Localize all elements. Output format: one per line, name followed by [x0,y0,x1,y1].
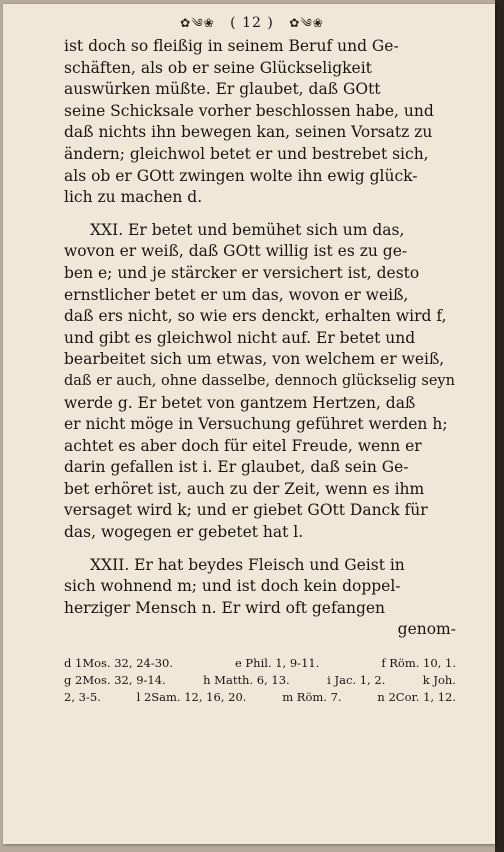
text-line: sich wohnend m; und ist doch kein doppel- [64,577,401,596]
footnote-h: h Matth. 6, 13. [203,673,290,687]
footnotes [64,655,456,706]
text-line: achtet es aber doch für eitel Freude, wenn er [64,436,422,455]
footnote-m: m Röm. 7. [282,690,342,704]
text-line: das, wogegen er gebetet hat l. [64,523,304,542]
footnote-row [64,672,456,689]
text-line: daß ers nicht, so wie ers denckt, erhalten wird f, [64,307,447,326]
text-line: auswürken müßte. Er glaubet, daß GOtt [64,80,381,99]
footnote-g: g 2Mos. 32, 9-14. [64,673,166,687]
text-line: ernstlicher betet er um das, wovon er weiß, [64,285,409,304]
footnote-l: l 2Sam. 12, 16, 20. [136,690,247,704]
body-text [64,36,456,641]
text-line: als ob er GOtt zwingen wolte ihn ewig glück- [64,166,418,185]
text-line: darin gefallen ist i. Er glaubet, daß sein Ge- [64,458,409,477]
text-line: daß er auch, ohne dasselbe, dennoch glückselig seyn [64,372,455,389]
footnote-f: f Röm. 10, 1. [381,656,456,670]
text-line: bet erhöret ist, auch zu der Zeit, wenn es ihm [64,479,425,498]
text-line: schäften, als ob er seine Glückseligkeit [64,58,372,77]
footnote-e: e Phil. 1, 9-11. [234,656,320,670]
text-line: er nicht möge in Versuchung geführet werden h; [64,415,448,434]
text-line: versaget wird k; und er giebet GOtt Danck für [64,501,428,520]
ornament-right: ✿༄❀ [289,16,324,30]
ornament-left: ✿༄❀ [180,16,215,30]
section-heading-22: XXII. Er hat beydes Fleisch und Geist in [90,555,405,574]
footnote-k-cont: 2, 3-5. [64,690,101,704]
text-line: herziger Mensch n. Er wird oft gefangen [64,598,386,617]
text-line: ändern; gleichwol betet er und bestrebet sich, [64,144,429,163]
page-number: ( 12 ) [230,15,274,31]
footnote-k: k Joh. [422,673,456,687]
footnote-d: d 1Mos. 32, 24-30. [64,656,173,670]
footnote-n: n 2Cor. 1, 12. [377,690,456,704]
text-line: und gibt es gleichwol nicht auf. Er betet und [64,328,416,347]
footnote-row [64,689,456,706]
footnote-row [64,655,456,672]
text-line: bearbeitet sich um etwas, von welchem er weiß, [64,350,445,369]
footnote-i: i Jac. 1, 2. [327,673,386,687]
text-line: ben e; und je stärcker er versichert ist, desto [64,263,420,282]
text-line: seine Schicksale vorher beschlossen habe, und [64,101,434,120]
section-heading-21: XXI. Er betet und bemühet sich um das, [90,220,405,239]
catchword: genom- [397,620,456,639]
page-edge-shadow [495,0,504,852]
text-line: lich zu machen d. [64,188,203,207]
text-line: daß nichts ihn bewegen kan, seinen Vorsatz zu [64,123,433,142]
text-line: ist doch so fleißig in seinem Beruf und Ge- [64,37,399,55]
text-line: wovon er weiß, daß GOtt willig ist es zu ge- [64,242,408,261]
text-line: werde g. Er betet von gantzem Hertzen, daß [64,393,416,412]
